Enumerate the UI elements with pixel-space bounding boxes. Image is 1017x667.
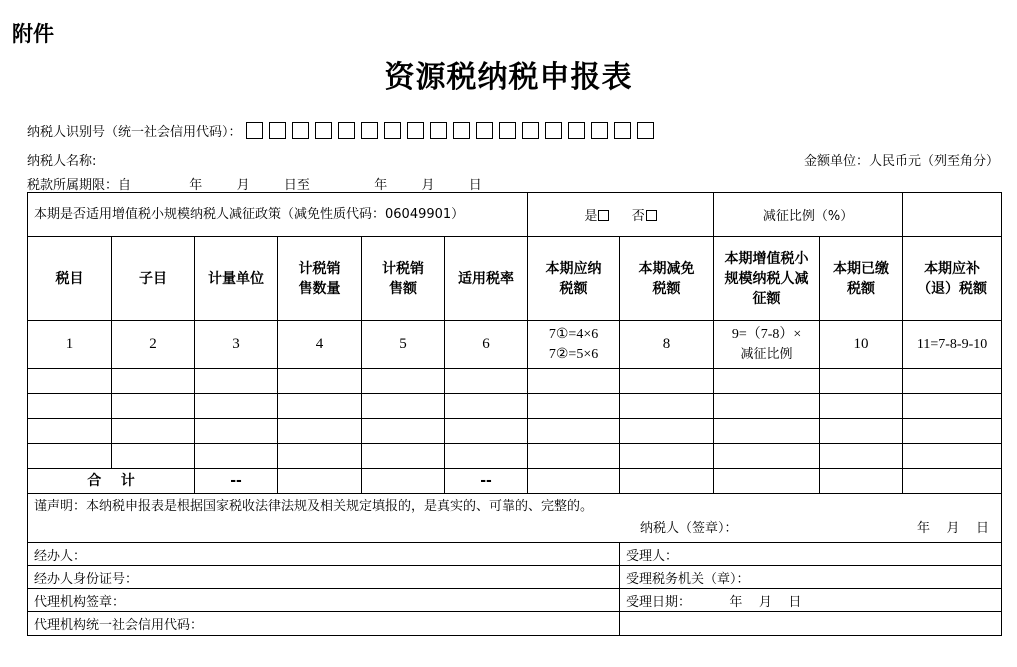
- col-number-8: 8: [620, 321, 714, 369]
- taxpayer-id-row: [27, 121, 660, 143]
- period-year1: 年: [189, 178, 203, 193]
- taxpayer-id-char-box[interactable]: [269, 122, 286, 139]
- footer-empty-cell: [620, 612, 1002, 636]
- data-cell[interactable]: [362, 369, 445, 394]
- signer-label: 纳税人（签章）：: [640, 521, 738, 536]
- col-number-7: [528, 321, 620, 369]
- taxpayer-id-char-box[interactable]: [591, 122, 608, 139]
- attachment-label: 附件: [12, 22, 54, 46]
- col-number-6: 6: [445, 321, 528, 369]
- data-cell[interactable]: [278, 419, 362, 444]
- taxpayer-id-boxes[interactable]: [246, 122, 660, 143]
- table-row: [28, 394, 1002, 419]
- data-cell[interactable]: [714, 394, 820, 419]
- data-cell[interactable]: [528, 444, 620, 469]
- handler-id-field[interactable]: 经办人身份证号：: [28, 566, 620, 589]
- col-number-4: 4: [278, 321, 362, 369]
- taxpayer-id-char-box[interactable]: [384, 122, 401, 139]
- col-number-3: 3: [195, 321, 278, 369]
- period-label: 税款所属期限：自: [27, 178, 132, 193]
- header-row: [28, 237, 1002, 321]
- receiving-date-field[interactable]: [620, 589, 1002, 612]
- receiving-date-label: 受理日期：: [626, 594, 692, 610]
- data-cell[interactable]: [445, 444, 528, 469]
- period-year2: 年: [374, 178, 388, 193]
- footer-row: [28, 566, 1002, 589]
- page-title: 资源税纳税申报表: [384, 60, 633, 95]
- data-cell[interactable]: [903, 444, 1002, 469]
- period-month1: 月: [236, 178, 250, 193]
- taxpayer-id-char-box[interactable]: [338, 122, 355, 139]
- total-paid[interactable]: [820, 469, 903, 494]
- declaration-text: 谨声明：本纳税申报表是根据国家税收法律法规及相关规定填报的，是真实的、可靠的、完整的。: [34, 499, 594, 514]
- data-cell[interactable]: [820, 419, 903, 444]
- agency-code-field[interactable]: 代理机构统一社会信用代码：: [28, 612, 620, 636]
- total-relief[interactable]: [620, 469, 714, 494]
- data-cell[interactable]: [112, 369, 195, 394]
- declaration-cell: [28, 494, 1002, 543]
- data-cell[interactable]: [112, 394, 195, 419]
- data-cell[interactable]: [362, 419, 445, 444]
- table-row: [28, 419, 1002, 444]
- data-cell[interactable]: [112, 419, 195, 444]
- declaration-row: [28, 494, 1002, 543]
- column-number-row: [28, 321, 1002, 369]
- receiver-field[interactable]: 受理人：: [620, 543, 1002, 566]
- data-cell[interactable]: [820, 369, 903, 394]
- col-header-8: 本期减免税额: [620, 237, 714, 321]
- taxpayer-id-label: 纳税人识别号（统一社会信用代码）：: [27, 125, 242, 140]
- data-cell[interactable]: [445, 419, 528, 444]
- col-header-2: 子目: [112, 237, 195, 321]
- yes-label: 是: [584, 209, 598, 224]
- total-payable[interactable]: [528, 469, 620, 494]
- col-header-4: 计税销售数量: [278, 237, 362, 321]
- tax-return-table: [27, 192, 1002, 636]
- period-month2: 月: [421, 178, 435, 193]
- col-number-9: [714, 321, 820, 369]
- table-row: [28, 369, 1002, 394]
- col-header-10: 本期已缴税额: [820, 237, 903, 321]
- total-reduction[interactable]: [714, 469, 820, 494]
- data-cell[interactable]: [445, 369, 528, 394]
- data-cell[interactable]: [28, 419, 112, 444]
- data-cell[interactable]: [195, 419, 278, 444]
- reduction-ratio-input[interactable]: [903, 193, 1002, 237]
- col-header-1: 税目: [28, 237, 112, 321]
- data-cell[interactable]: [820, 444, 903, 469]
- reduction-ratio-label: 减征比例（%）: [714, 193, 903, 237]
- total-label: 合 计: [28, 469, 195, 494]
- footer-row: [28, 543, 1002, 566]
- total-quantity[interactable]: [278, 469, 362, 494]
- data-cell[interactable]: [28, 394, 112, 419]
- signature-line: [28, 518, 1001, 540]
- col-header-6: 适用税率: [445, 237, 528, 321]
- policy-question: 本期是否适用增值税小规模纳税人减征政策（减免性质代码：06049901）: [28, 193, 528, 237]
- taxpayer-id-char-box[interactable]: [453, 122, 470, 139]
- col-number-9a: 9=（7-8）×: [731, 326, 802, 342]
- agency-seal-field[interactable]: 代理机构签章：: [28, 589, 620, 612]
- data-cell[interactable]: [903, 369, 1002, 394]
- receiving-date-ymd: 年 月 日: [729, 594, 802, 610]
- col-number-7a: 7①=4×6: [548, 326, 599, 342]
- data-cell[interactable]: [903, 394, 1002, 419]
- data-cell[interactable]: [620, 444, 714, 469]
- total-row: [28, 469, 1002, 494]
- col-header-7: 本期应纳税额: [528, 237, 620, 321]
- data-cell[interactable]: [820, 394, 903, 419]
- data-cell[interactable]: [362, 444, 445, 469]
- data-cell[interactable]: [714, 419, 820, 444]
- col-number-5: 5: [362, 321, 445, 369]
- taxpayer-id-char-box[interactable]: [614, 122, 631, 139]
- col-header-5: 计税销售额: [362, 237, 445, 321]
- total-sales[interactable]: [362, 469, 445, 494]
- taxpayer-id-char-box[interactable]: [545, 122, 562, 139]
- data-cell[interactable]: [620, 394, 714, 419]
- total-rate: --: [445, 469, 528, 494]
- taxpayer-id-char-box[interactable]: [407, 122, 424, 139]
- tax-period-row: [27, 174, 482, 193]
- data-cell[interactable]: [278, 444, 362, 469]
- data-cell[interactable]: [195, 444, 278, 469]
- table-row: [28, 444, 1002, 469]
- policy-choice: [528, 193, 714, 237]
- data-cell[interactable]: [620, 419, 714, 444]
- col-number-11: 11=7-8-9-10: [903, 321, 1002, 369]
- declaration-date: 年 月 日: [917, 521, 990, 536]
- taxpayer-id-char-box[interactable]: [499, 122, 516, 139]
- data-cell[interactable]: [528, 394, 620, 419]
- data-cell[interactable]: [620, 369, 714, 394]
- data-cell[interactable]: [362, 394, 445, 419]
- data-cell[interactable]: [714, 444, 820, 469]
- footer-row: [28, 612, 1002, 636]
- period-day2: 日: [468, 178, 482, 193]
- col-header-9: 本期增值税小规模纳税人减征额: [714, 237, 820, 321]
- no-label: 否: [631, 209, 645, 224]
- period-day-to: 日至: [283, 178, 310, 193]
- col-header-11: 本期应补（退）税额: [903, 237, 1002, 321]
- receiving-office-field[interactable]: 受理税务机关（章）：: [620, 566, 1002, 589]
- data-cell[interactable]: [714, 369, 820, 394]
- handler-field[interactable]: 经办人：: [28, 543, 620, 566]
- col-number-10: 10: [820, 321, 903, 369]
- taxpayer-id-char-box[interactable]: [637, 122, 654, 139]
- data-cell[interactable]: [903, 419, 1002, 444]
- taxpayer-id-char-box[interactable]: [430, 122, 447, 139]
- data-cell[interactable]: [528, 369, 620, 394]
- data-cell[interactable]: [195, 394, 278, 419]
- data-cell[interactable]: [112, 444, 195, 469]
- taxpayer-name-label: 纳税人名称:: [27, 154, 97, 169]
- data-cell[interactable]: [445, 394, 528, 419]
- col-header-3: 计量单位: [195, 237, 278, 321]
- data-cell[interactable]: [28, 444, 112, 469]
- policy-row: [28, 193, 1002, 237]
- taxpayer-id-char-box[interactable]: [568, 122, 585, 139]
- taxpayer-id-char-box[interactable]: [292, 122, 309, 139]
- footer-row: [28, 589, 1002, 612]
- total-unit: --: [195, 469, 278, 494]
- taxpayer-id-char-box[interactable]: [315, 122, 332, 139]
- taxpayer-id-char-box[interactable]: [361, 122, 378, 139]
- yes-checkbox[interactable]: [598, 210, 609, 221]
- taxpayer-id-char-box[interactable]: [476, 122, 493, 139]
- data-cell[interactable]: [28, 369, 112, 394]
- taxpayer-id-char-box[interactable]: [246, 122, 263, 139]
- data-cell[interactable]: [278, 369, 362, 394]
- amount-unit: 金额单位：人民币元（列至角分）: [803, 154, 999, 169]
- data-cell[interactable]: [195, 369, 278, 394]
- col-number-1: 1: [28, 321, 112, 369]
- col-number-2: 2: [112, 321, 195, 369]
- data-cell[interactable]: [278, 394, 362, 419]
- col-number-9b: 减征比例: [740, 346, 793, 362]
- col-number-7b: 7②=5×6: [548, 346, 599, 362]
- no-checkbox[interactable]: [646, 210, 657, 221]
- total-due[interactable]: [903, 469, 1002, 494]
- taxpayer-id-char-box[interactable]: [522, 122, 539, 139]
- data-cell[interactable]: [528, 419, 620, 444]
